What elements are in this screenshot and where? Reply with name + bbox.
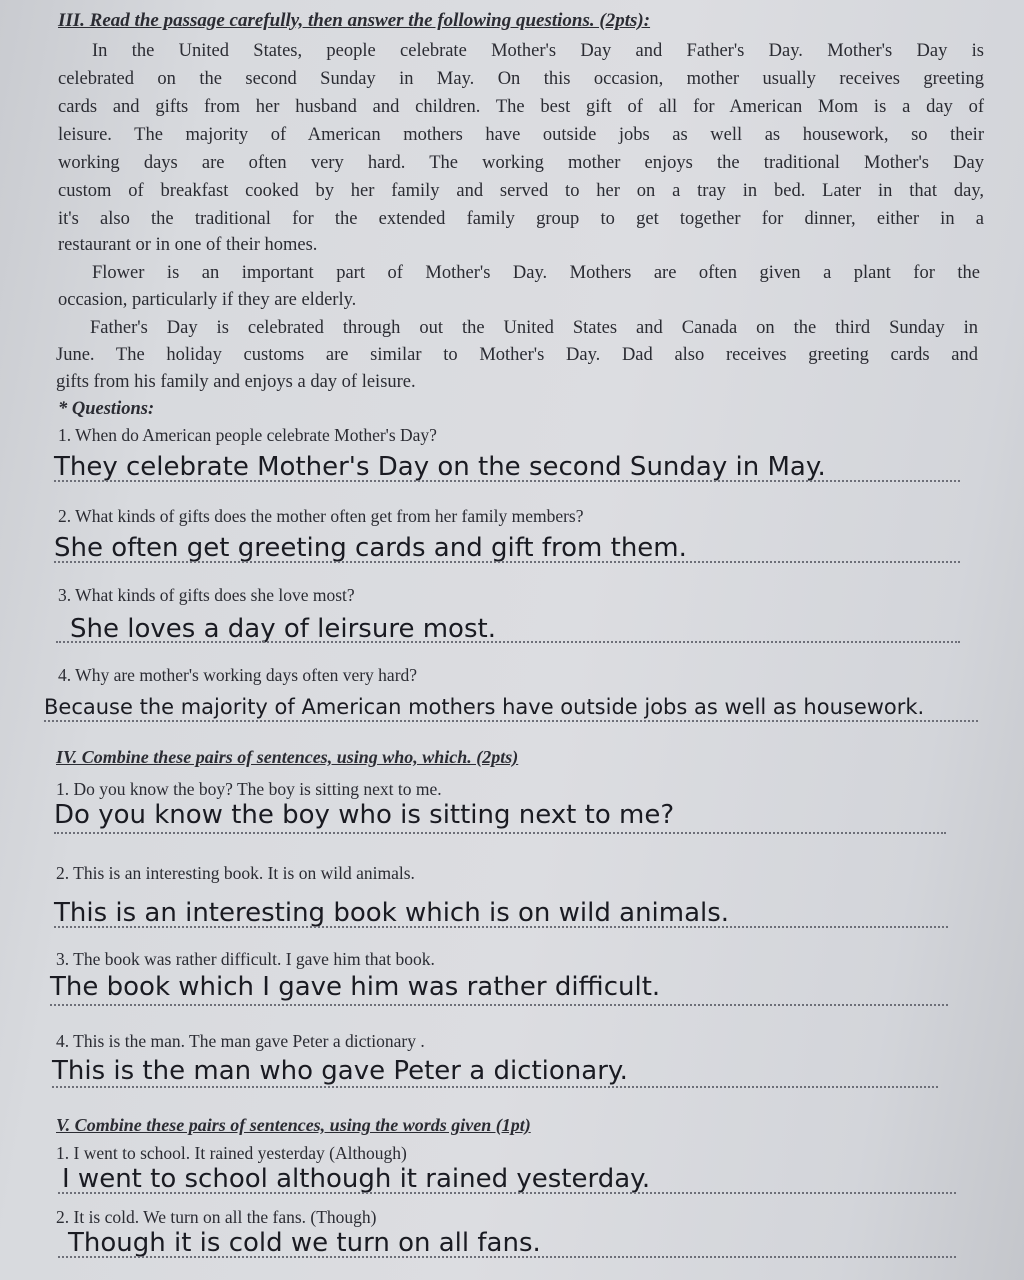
answer-line xyxy=(54,480,960,482)
answer-text[interactable]: This is an interesting book which is on wild animals. xyxy=(54,898,730,928)
questions-label: * Questions: xyxy=(58,399,155,419)
question-text: 4. This is the man. The man gave Peter a dictionary . xyxy=(56,1031,425,1051)
passage-line: June. The holiday customs are similar to Mother's Day. Dad also receives greeting cards and xyxy=(56,345,978,365)
passage-line: leisure. The majority of American mothers have outside jobs as well as housework, so their xyxy=(58,125,984,145)
answer-line xyxy=(58,1256,956,1258)
answer-text[interactable]: They celebrate Mother's Day on the second Sunday in May. xyxy=(54,452,826,482)
answer-line xyxy=(58,1192,956,1194)
passage-line: Father's Day is celebrated through out the United States and Canada on the third Sunday in xyxy=(90,318,978,338)
section-5-heading: V. Combine these pairs of sentences, using the words given (1pt) xyxy=(56,1115,531,1135)
answer-text[interactable]: I went to school although it rained yesterday. xyxy=(62,1164,651,1194)
passage-line: it's also the traditional for the extended family group to get together for dinner, either in a xyxy=(58,209,984,229)
question-text: 2. What kinds of gifts does the mother often get from her family members? xyxy=(58,506,584,526)
passage-line: occasion, particularly if they are elderly. xyxy=(58,290,357,310)
answer-text[interactable]: This is the man who gave Peter a dictionary. xyxy=(52,1056,628,1086)
question-text: 1. Do you know the boy? The boy is sitting next to me. xyxy=(56,779,442,799)
answer-line xyxy=(44,720,978,722)
answer-text[interactable]: Do you know the boy who is sitting next to me? xyxy=(54,800,675,830)
question-text: 2. It is cold. We turn on all the fans. (Though) xyxy=(56,1207,377,1227)
passage-line: working days are often very hard. The working mother enjoys the traditional Mother's Day xyxy=(58,153,984,173)
answer-text[interactable]: She often get greeting cards and gift from them. xyxy=(54,533,687,563)
question-text: 1. I went to school. It rained yesterday (Although) xyxy=(56,1143,407,1163)
answer-line xyxy=(54,926,948,928)
passage-line: custom of breakfast cooked by her family and served to her on a tray in bed. Later in that day, xyxy=(58,181,984,201)
question-text: 4. Why are mother's working days often very hard? xyxy=(58,665,418,685)
section-3-heading: III. Read the passage carefully, then answer the following questions. (2pts): xyxy=(58,10,651,31)
answer-text[interactable]: Because the majority of American mothers have outside jobs as well as housework. xyxy=(44,695,925,719)
passage-line: restaurant or in one of their homes. xyxy=(58,235,318,255)
question-text: 2. This is an interesting book. It is on wild animals. xyxy=(56,863,415,883)
answer-line xyxy=(52,1086,938,1088)
answer-text[interactable]: She loves a day of leirsure most. xyxy=(70,614,496,644)
passage-line: celebrated on the second Sunday in May. On this occasion, mother usually receives greeting xyxy=(58,69,984,89)
passage-line: cards and gifts from her husband and children. The best gift of all for American Mom is a day of xyxy=(58,97,984,117)
question-text: 1. When do American people celebrate Mother's Day? xyxy=(58,425,437,445)
section-4-heading: IV. Combine these pairs of sentences, using who, which. (2pts) xyxy=(56,747,519,767)
answer-text[interactable]: Though it is cold we turn on all fans. xyxy=(68,1228,541,1258)
passage-line: Flower is an important part of Mother's Day. Mothers are often given a plant for the xyxy=(92,263,980,283)
answer-line xyxy=(50,1004,948,1006)
passage-line: gifts from his family and enjoys a day of leisure. xyxy=(56,372,416,392)
question-text: 3. What kinds of gifts does she love most? xyxy=(58,585,355,605)
answer-line xyxy=(54,832,946,834)
answer-line xyxy=(54,561,960,563)
passage-line: In the United States, people celebrate Mother's Day and Father's Day. Mother's Day is xyxy=(92,41,984,61)
question-text: 3. The book was rather difficult. I gave him that book. xyxy=(56,949,435,969)
answer-text[interactable]: The book which I gave him was rather difficult. xyxy=(50,972,661,1002)
answer-line xyxy=(56,641,960,643)
